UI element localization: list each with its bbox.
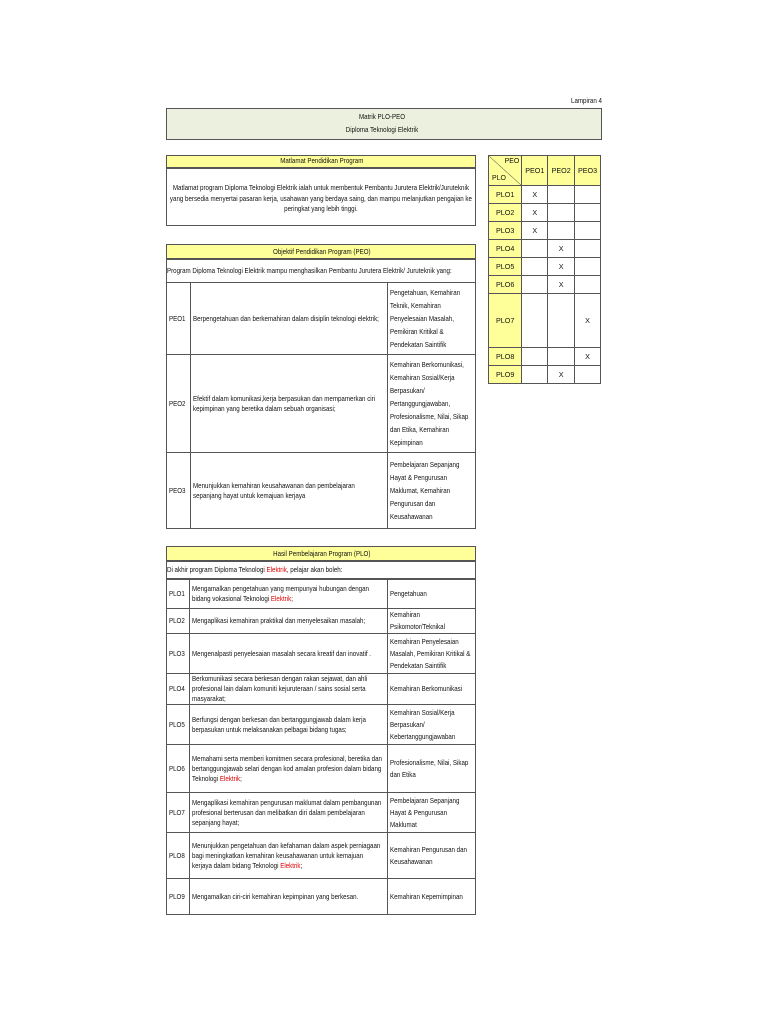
matrix-cell: X xyxy=(522,222,548,240)
plo-domain xyxy=(388,580,476,609)
plo-desc-main: Berkomunikasi secara berkesan dengan rakan sejawat, dan ahli profesional lain dalam komuniti kejuruteraan / sains sosial serta masyarakat; xyxy=(192,674,368,703)
matrix-corner-plo: PLO xyxy=(492,175,507,182)
matrix-cell: X xyxy=(548,366,575,384)
peo-desc xyxy=(191,453,388,529)
plo-desc-main: Mengaplikasi kemahiran pengurusan maklumat dalam pembangunan profesional berterusan dan melibatkan diri dalam pembelajaran sepanjang hayat; xyxy=(192,797,382,827)
plo-row xyxy=(167,674,476,705)
matrix-cell xyxy=(522,276,548,294)
plo-desc-text xyxy=(192,616,384,626)
peo-code xyxy=(167,453,191,529)
matrix-cell xyxy=(575,222,601,240)
plo-code xyxy=(167,833,190,879)
plo-desc-text xyxy=(192,649,384,659)
plo-peo-matrix xyxy=(488,155,601,384)
plo-domain xyxy=(388,609,476,634)
plo-desc xyxy=(190,793,388,833)
peo-domain xyxy=(388,283,476,355)
plo-desc xyxy=(190,705,388,745)
plo-domain-text: Kemahiran Psikomotor/Teknikal xyxy=(390,610,446,631)
plo-domain xyxy=(388,793,476,833)
plo-domain-text: Kemahiran Pengurusan dan Keusahawanan xyxy=(390,844,468,866)
plo-intro-post: , pelajar akan boleh: xyxy=(286,565,343,574)
plo-desc xyxy=(190,879,388,915)
plo-desc-main: Mengenalpasti penyelesaian masalah secara kreatif dan inovatif . xyxy=(192,648,372,658)
matrix-row-label: PLO3 xyxy=(489,222,522,240)
matrix-cell xyxy=(575,186,601,204)
matrix-row-label: PLO8 xyxy=(489,348,522,366)
matrix-header-row xyxy=(489,156,601,186)
matrix-row-label: PLO6 xyxy=(489,276,522,294)
page-title: Matrik PLO-PEO xyxy=(358,112,406,121)
matrix-row xyxy=(489,222,601,240)
matlamat-heading-box xyxy=(166,155,476,168)
matrix-cell xyxy=(575,276,601,294)
plo-domain xyxy=(388,879,476,915)
plo-desc-text xyxy=(192,584,384,604)
plo-row xyxy=(167,580,476,609)
plo-intro-box xyxy=(166,561,476,579)
plo-row xyxy=(167,745,476,793)
plo-heading: Hasil Pembelajaran Program (PLO) xyxy=(273,549,371,558)
peo-row xyxy=(167,453,476,529)
plo-domain-text: Kemahiran Penyelesaian Masalah, Pemikiran Kritikal & Pendekatan Saintifik xyxy=(390,636,471,670)
plo-row xyxy=(167,833,476,879)
plo-code xyxy=(167,745,190,793)
plo-code-text: PLO5 xyxy=(169,719,185,729)
matrix-cell: X xyxy=(548,276,575,294)
plo-domain-text: Kemahiran Sosial/Kerja Berpasukan/ Kebertanggungjawaban xyxy=(390,707,456,741)
matrix-col-header: PEO3 xyxy=(575,156,601,186)
plo-desc-main: Berfungsi dengan berkesan dan bertanggungjawab dalam kerja berpasukan untuk melaksanakan pelbagai bidang tugas; xyxy=(192,714,367,734)
plo-row xyxy=(167,793,476,833)
plo-desc xyxy=(190,634,388,674)
peo-domain xyxy=(388,453,476,529)
matrix-cell xyxy=(575,204,601,222)
matrix-cell xyxy=(548,348,575,366)
plo-domain-text: Kemahiran Berkomunikasi xyxy=(390,684,463,693)
plo-code-text: PLO2 xyxy=(169,616,185,625)
peo-intro: Program Diploma Teknologi Elektrik mampu menghasilkan Pembantu Jurutera Elektrik/ Juruteknik yang: xyxy=(167,266,452,275)
plo-row xyxy=(167,705,476,745)
matrix-row xyxy=(489,186,601,204)
peo-desc-text: Efektif dalam komunikasi,kerja berpasukan dan mempamerkan ciri kepimpinan yang beretika dalam sebuah organisasi; xyxy=(193,393,376,413)
peo-heading: Objektif Pendidikan Program (PEO) xyxy=(273,247,371,256)
peo-code xyxy=(167,355,191,453)
matrix-corner-peo: PEO xyxy=(504,158,520,165)
peo-desc xyxy=(191,355,388,453)
matrix-cell xyxy=(575,366,601,384)
plo-domain xyxy=(388,674,476,705)
plo-desc-main: Menunjukkan pengetahuan dan kefahaman dalam aspek perniagaan bagi meningkatkan kemahiran keusahawanan untuk kemajuan kerjaya dalam bidang Teknologi xyxy=(192,840,381,870)
plo-code-text: PLO1 xyxy=(169,589,185,598)
plo-code xyxy=(167,705,190,745)
peo-row xyxy=(167,355,476,453)
matlamat-text: Matlamat program Diploma Teknologi Elektrik ialah untuk membentuk Pembantu Jurutera Elektrik/Juruteknik yang bersedia menyertai pasaran kerja, usahawan yang berdaya saing, dan mampu melanjutkan pengajian ke peringkat yang lebih tinggi. xyxy=(169,183,472,213)
matrix-cell xyxy=(522,258,548,276)
plo-desc-tail: ; xyxy=(240,773,243,783)
matrix-cell xyxy=(522,366,548,384)
plo-intro xyxy=(167,562,432,575)
plo-desc xyxy=(190,674,388,705)
peo-table xyxy=(166,282,476,529)
peo-code xyxy=(167,283,191,355)
plo-desc-red: Elektrik xyxy=(280,860,301,870)
plo-desc-main: Mengamalkan pengetahuan yang mempunyai hubungan dengan bidang vokasional Teknologi xyxy=(192,584,370,603)
matrix-row xyxy=(489,276,601,294)
plo-intro-pre: Di akhir program Diploma Teknologi xyxy=(167,565,267,574)
matrix-cell: X xyxy=(575,294,601,348)
plo-code-text: PLO9 xyxy=(169,891,185,901)
matrix-col-header: PEO2 xyxy=(548,156,575,186)
plo-desc-red: Elektrik xyxy=(271,594,292,603)
matrix-row-label: PLO9 xyxy=(489,366,522,384)
plo-code-text: PLO6 xyxy=(169,763,185,773)
plo-desc-red: Elektrik xyxy=(220,773,241,783)
matrix-cell xyxy=(522,294,548,348)
plo-domain xyxy=(388,634,476,674)
peo-desc-text: Berpengetahuan dan berkemahiran dalam disiplin teknologi elektrik; xyxy=(193,313,380,323)
matlamat-heading: Matlamat Pendidikan Program xyxy=(280,156,364,165)
plo-desc-text xyxy=(192,841,384,871)
peo-domain-text: Pembelajaran Sepanjang Hayat & Pengurusan Maklumat, Kemahiran Pengurusan dan Keusahawanan xyxy=(390,460,460,521)
matrix-cell: X xyxy=(522,204,548,222)
plo-code xyxy=(167,634,190,674)
matrix-cell: X xyxy=(522,186,548,204)
peo-intro-box xyxy=(166,259,476,283)
matrix-cell xyxy=(548,222,575,240)
plo-code xyxy=(167,879,190,915)
plo-desc-text xyxy=(192,892,384,902)
matrix-row-label: PLO7 xyxy=(489,294,522,348)
matrix-row-label: PLO4 xyxy=(489,240,522,258)
plo-domain-text: Pengetahuan xyxy=(390,589,427,598)
matrix-corner xyxy=(489,156,522,186)
title-box xyxy=(166,108,602,140)
plo-domain xyxy=(388,705,476,745)
plo-code-text: PLO4 xyxy=(169,684,185,693)
plo-code-text: PLO3 xyxy=(169,648,185,658)
matrix-row xyxy=(489,366,601,384)
matrix-cell xyxy=(522,348,548,366)
matrix-cell: X xyxy=(548,258,575,276)
plo-desc-tail: ; xyxy=(300,860,303,870)
plo-desc xyxy=(190,745,388,793)
plo-domain xyxy=(388,833,476,879)
plo-intro-red: Elektrik xyxy=(266,565,287,574)
matrix-cell xyxy=(548,186,575,204)
matrix-cell xyxy=(548,294,575,348)
plo-desc-tail: ; xyxy=(291,594,294,603)
plo-desc-text xyxy=(192,754,384,784)
plo-code-text: PLO7 xyxy=(169,807,185,817)
plo-row xyxy=(167,879,476,915)
plo-domain-text: Pembelajaran Sepanjang Hayat & Pengurusan Maklumat xyxy=(390,795,460,829)
plo-domain-text: Kemahiran Kepemimpinan xyxy=(390,891,463,901)
matrix-cell xyxy=(575,240,601,258)
matrix-cell xyxy=(548,204,575,222)
matrix-cell xyxy=(575,258,601,276)
peo-heading-box xyxy=(166,244,476,259)
plo-row xyxy=(167,609,476,634)
plo-desc-main: Mengaplikasi kemahiran praktikal dan menyelesaikan masalah; xyxy=(192,616,366,625)
plo-table xyxy=(166,579,476,915)
plo-domain xyxy=(388,745,476,793)
plo-code xyxy=(167,674,190,705)
lampiran-label: Lampiran 4 xyxy=(571,96,602,105)
matrix-cell xyxy=(522,240,548,258)
matrix-row xyxy=(489,294,601,348)
peo-desc xyxy=(191,283,388,355)
matrix-row-label: PLO2 xyxy=(489,204,522,222)
peo-desc-text: Menunjukkan kemahiran keusahawanan dan pembelajaran sepanjang hayat untuk kemajuan kerjaya xyxy=(193,480,356,500)
plo-row xyxy=(167,634,476,674)
page-subtitle: Diploma Teknologi Elektrik xyxy=(345,125,419,134)
matrix-row xyxy=(489,258,601,276)
peo-code-text: PEO3 xyxy=(169,485,186,495)
plo-desc xyxy=(190,609,388,634)
plo-desc-text xyxy=(192,715,384,735)
plo-desc xyxy=(190,580,388,609)
matrix-row xyxy=(489,240,601,258)
peo-code-text: PEO2 xyxy=(169,398,186,408)
plo-desc-text xyxy=(192,798,384,828)
plo-domain-text: Profesionalisme, Nilai, Sikap dan Etika xyxy=(390,757,469,779)
peo-domain-text: Pengetahuan, Kemahiran Teknik, Kemahiran Penyelesaian Masalah, Pemikiran Kritikal & Pendekatan Saintifik xyxy=(390,288,461,349)
peo-code-text: PEO1 xyxy=(169,313,186,323)
plo-code xyxy=(167,609,190,634)
plo-code-text: PLO8 xyxy=(169,850,185,860)
matrix-cell: X xyxy=(575,348,601,366)
matrix-row-label: PLO1 xyxy=(489,186,522,204)
matrix-col-header: PEO1 xyxy=(522,156,548,186)
plo-code xyxy=(167,580,190,609)
matlamat-text-box xyxy=(166,168,476,226)
plo-desc xyxy=(190,833,388,879)
plo-desc-text xyxy=(192,674,384,704)
matrix-row-label: PLO5 xyxy=(489,258,522,276)
matrix-cell: X xyxy=(548,240,575,258)
matrix-row xyxy=(489,204,601,222)
plo-code xyxy=(167,793,190,833)
peo-row xyxy=(167,283,476,355)
peo-domain-text: Kemahiran Berkomunikasi, Kemahiran Sosial/Kerja Berpasukan/ Pertanggungjawaban, Profesionalisme, Nilai, Sikap dan Etika, Kemahiran Kepimpinan xyxy=(390,360,469,447)
plo-desc-main: Memahami serta memberi komitmen secara profesional, beretika dan bertanggungjawab selari dengan kod amalan profesion dalam bidang Teknologi xyxy=(192,753,383,783)
matrix-row xyxy=(489,348,601,366)
plo-heading-box xyxy=(166,546,476,561)
peo-domain xyxy=(388,355,476,453)
plo-desc-main: Mengamalkan ciri-ciri kemahiran kepimpinan yang berkesan. xyxy=(192,891,359,901)
